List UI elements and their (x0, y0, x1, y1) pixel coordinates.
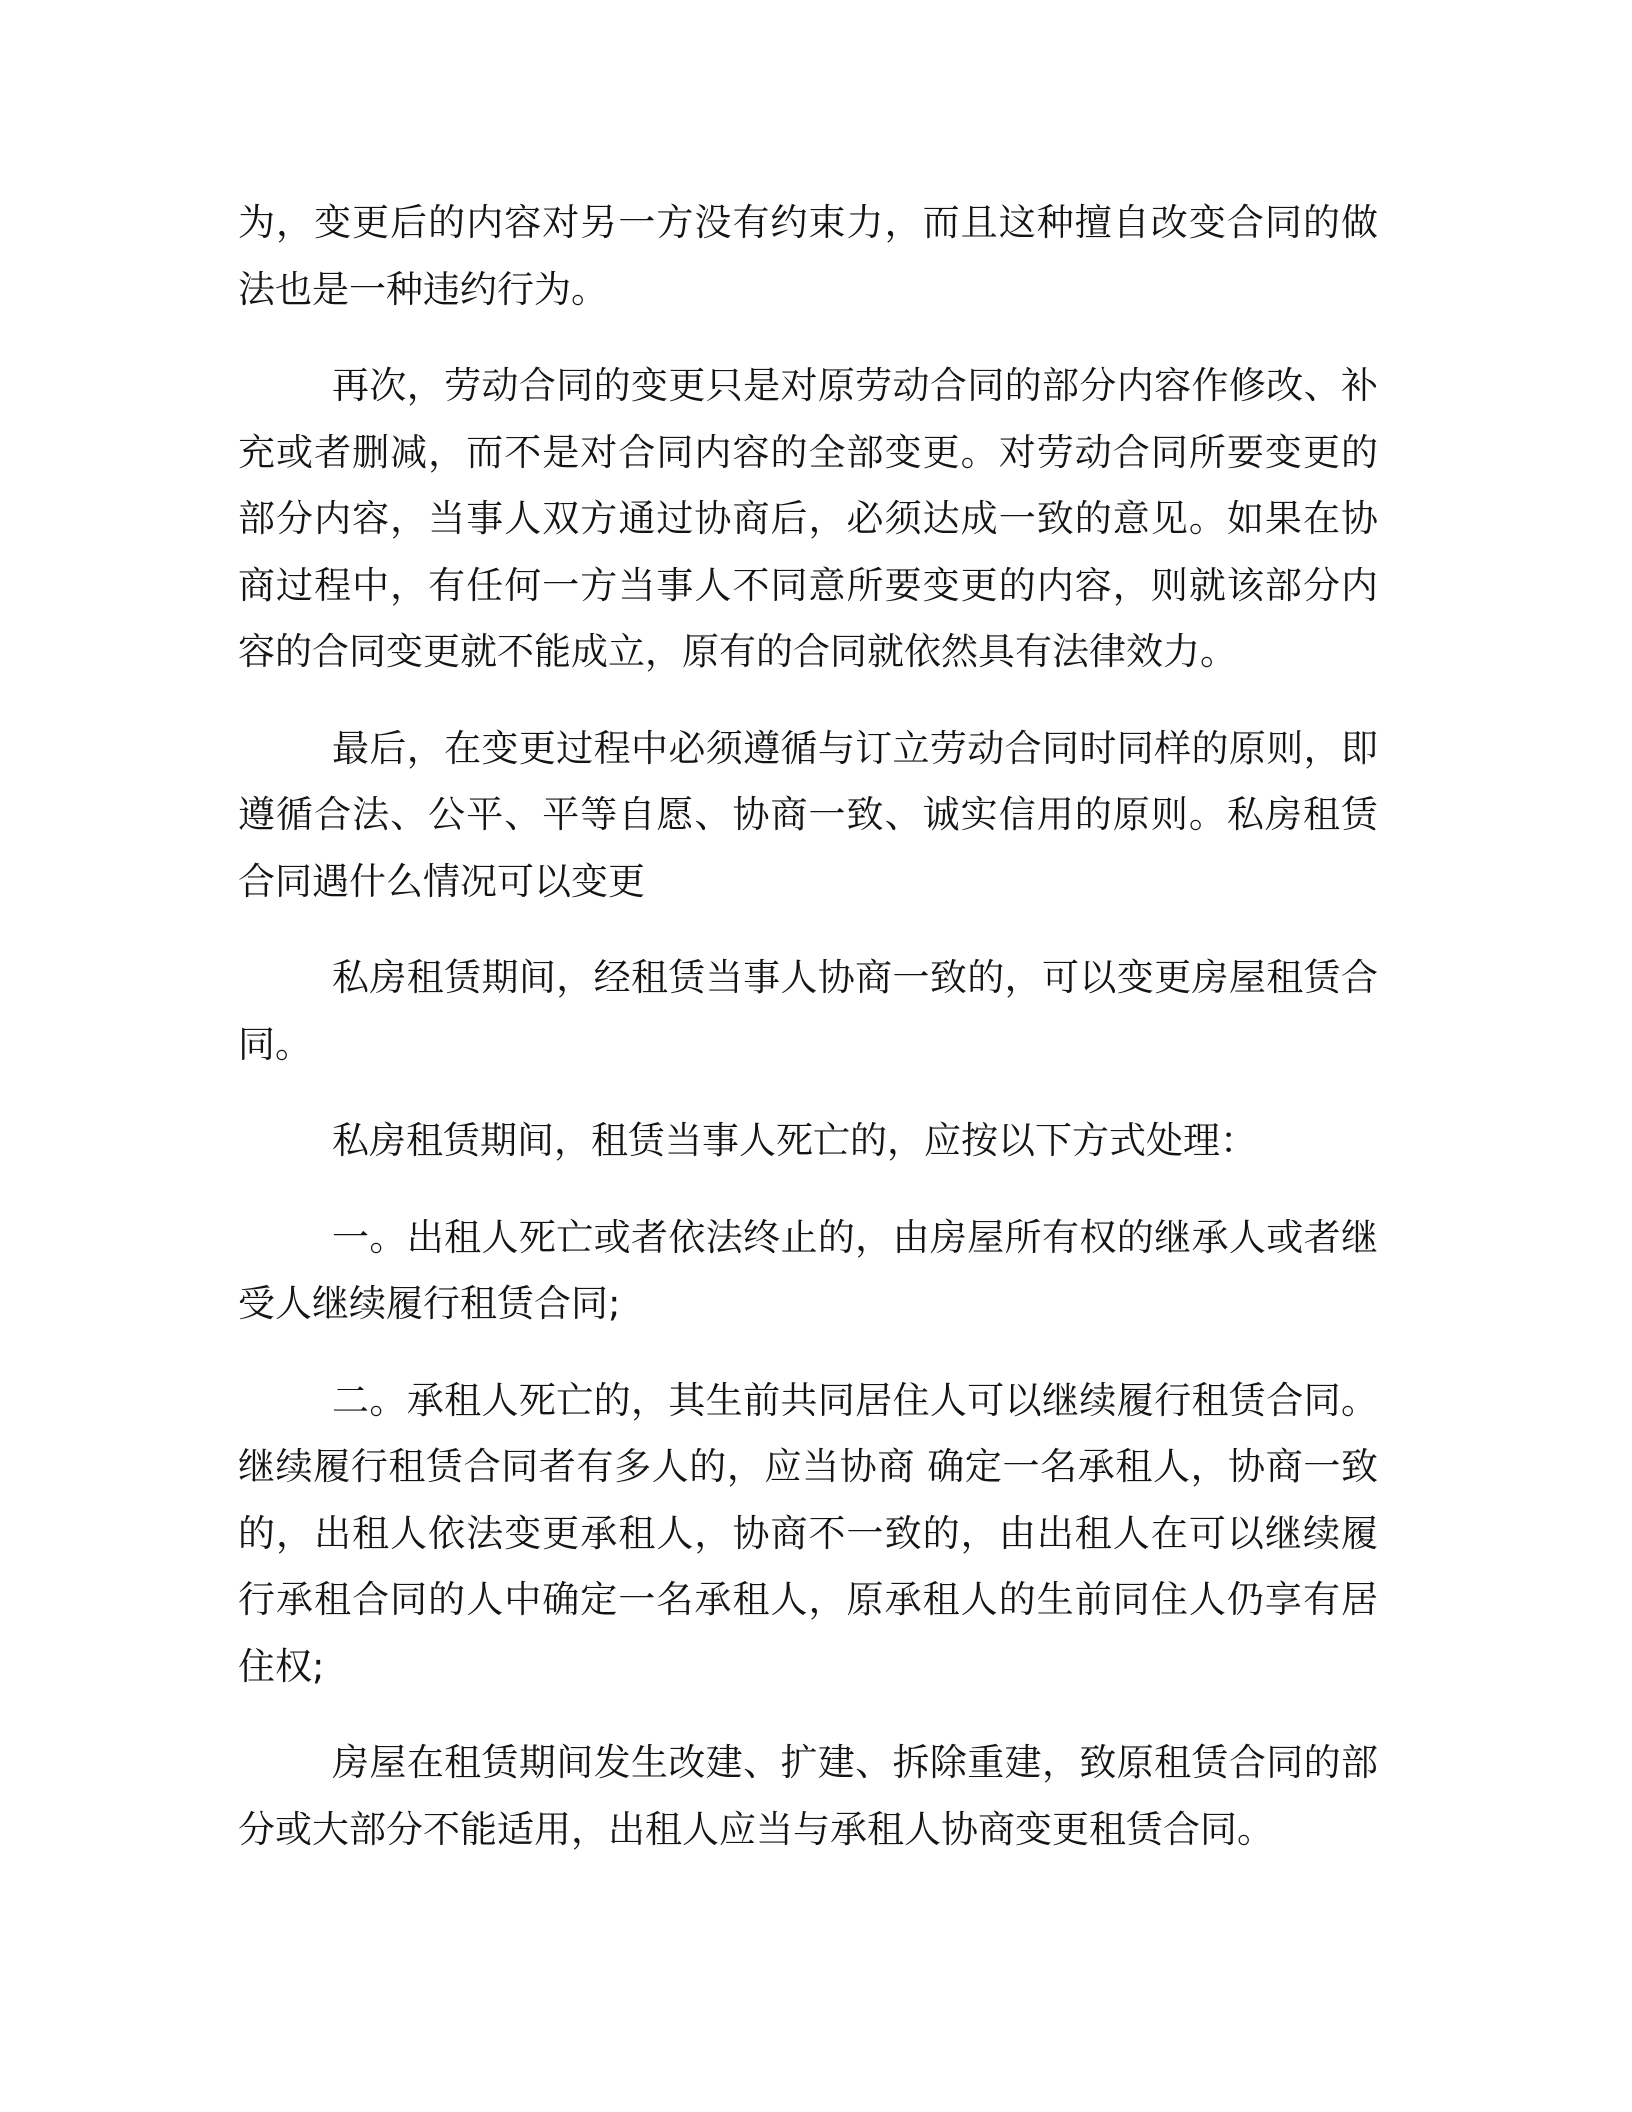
paragraph-8: 房屋在租赁期间发生改建、扩建、拆除重建，致原租赁合同的部分或大部分不能适用，出租人应当与承租人协商变更租赁合同。 (238, 1741, 1378, 1851)
paragraph-4: 私房租赁期间，经租赁当事人协商一致的，可以变更房屋租赁合同。 (238, 956, 1378, 1066)
paragraph-3: 最后，在变更过程中必须遵循与订立劳动合同时同样的原则，即遵循合法、公平、平等自愿、协商一致、诚实信用的原则。私房租赁合同遇什么情况可以变更 (238, 726, 1378, 903)
document-body (238, 190, 1378, 1893)
paragraph-2: 再次，劳动合同的变更只是对原劳动合同的部分内容作修改、补充或者删减，而不是对合同内容的全部变更。对劳动合同所要变更的部分内容，当事人双方通过协商后，必须达成一致的意见。如果在协商过程中，有任何一方当事人不同意所要变更的内容，则就该部分内容的合同变更就不能成立，原有的合同就依然具有法律效力。 (238, 364, 1378, 673)
paragraph-5: 私房租赁期间，租赁当事人死亡的，应按以下方式处理： (332, 1119, 1257, 1162)
paragraph-1: 为，变更后的内容对另一方没有约束力，而且这种擅自改变合同的做法也是一种违约行为。 (238, 201, 1378, 311)
paragraph-7: 二。承租人死亡的，其生前共同居住人可以继续履行租赁合同。继续履行租赁合同者有多人的，应当协商 确定一名承租人，协商一致的，出租人依法变更承租人，协商不一致的，由出租人在可以继续履行承租合同的人中确定一名承租人，原承租人的生前同住人仍享有居住权; (238, 1378, 1378, 1688)
paragraph-6: 一。出租人死亡或者依法终止的，由房屋所有权的继承人或者继受人继续履行租赁合同; (238, 1215, 1378, 1325)
